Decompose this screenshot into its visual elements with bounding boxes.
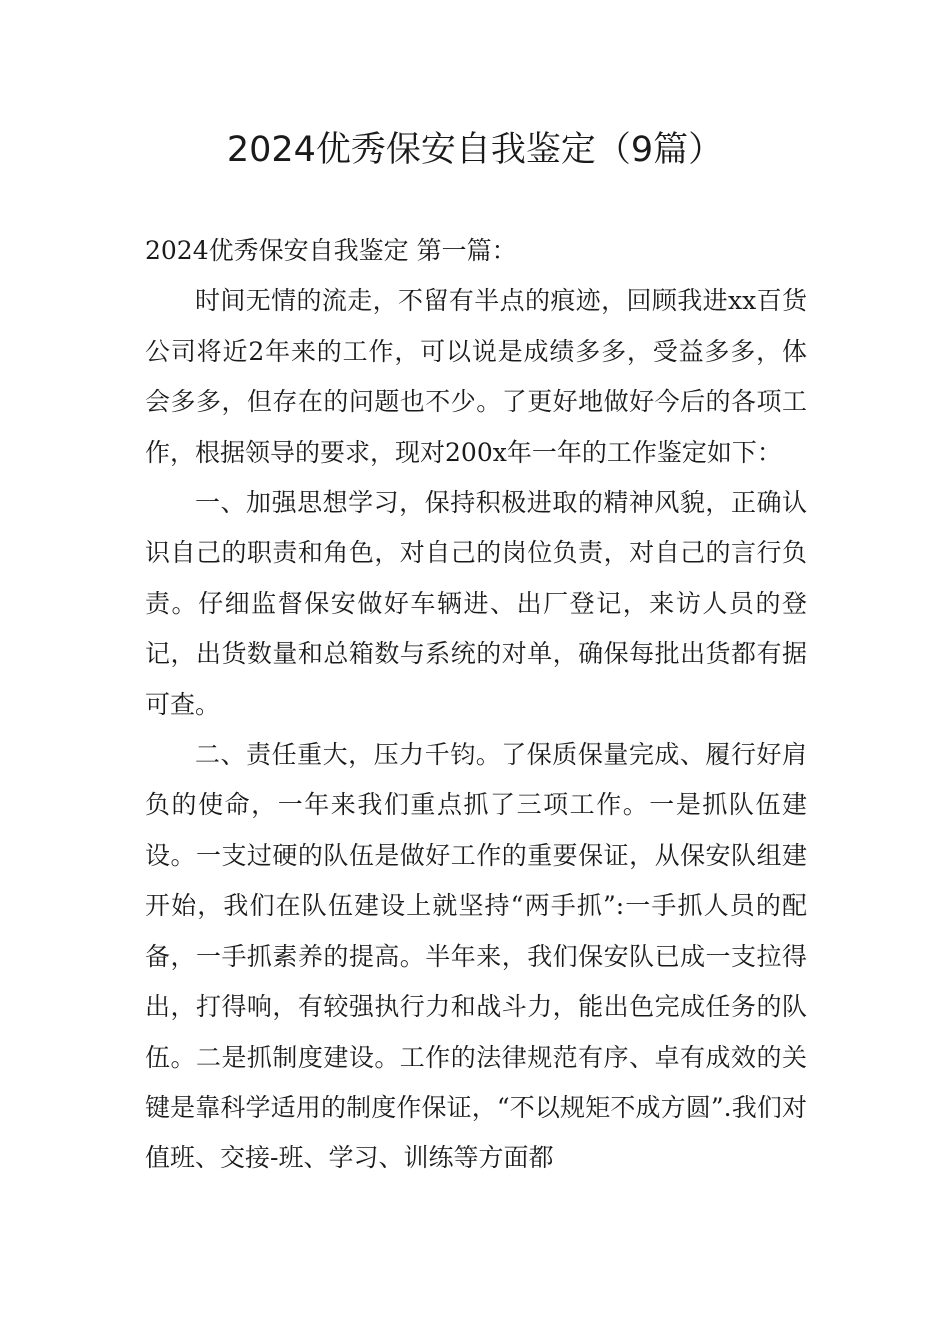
paragraph-intro: 时间无情的流走，不留有半点的痕迹，回顾我进xx百货公司将近2年来的工作，可以说是成绩多多，受益多多，体会多多，但存在的问题也不少。了更好地做好今后的各项工作，根据领导的要求，现对200x年一年的工作鉴定如下： xyxy=(145,286,807,467)
paragraph-point-one: 一、加强思想学习，保持积极进取的精神风貌，正确认识自己的职责和角色，对自己的岗位负责，对自己的言行负责。仔细监督保安做好车辆进、出厂登记，来访人员的登记，出货数量和总箱数与系统的对单，确保每批出货都有据可查。 xyxy=(145,488,807,719)
paragraph-point-two: 二、责任重大，压力千钧。了保质保量完成、履行好肩负的使命，一年来我们重点抓了三项工作。一是抓队伍建设。一支过硬的队伍是做好工作的重要保证，从保安队组建开始，我们在队伍建设上就坚持“两手抓”:一手抓人员的配备，一手抓素养的提高。半年来，我们保安队已成一支拉得出，打得响，有较强执行力和战斗力，能出色完成任务的队伍。二是抓制度建设。工作的法律规范有序、卓有成效的关键是靠科学适用的制度作保证，“不以规矩不成方圆”.我们对值班、交接-班、学习、训练等方面都 xyxy=(145,740,807,1173)
document-title: 2024优秀保安自我鉴定（9篇） xyxy=(226,130,724,170)
section-heading: 2024优秀保安自我鉴定 第一篇： xyxy=(145,236,517,265)
document-body xyxy=(145,226,807,1184)
